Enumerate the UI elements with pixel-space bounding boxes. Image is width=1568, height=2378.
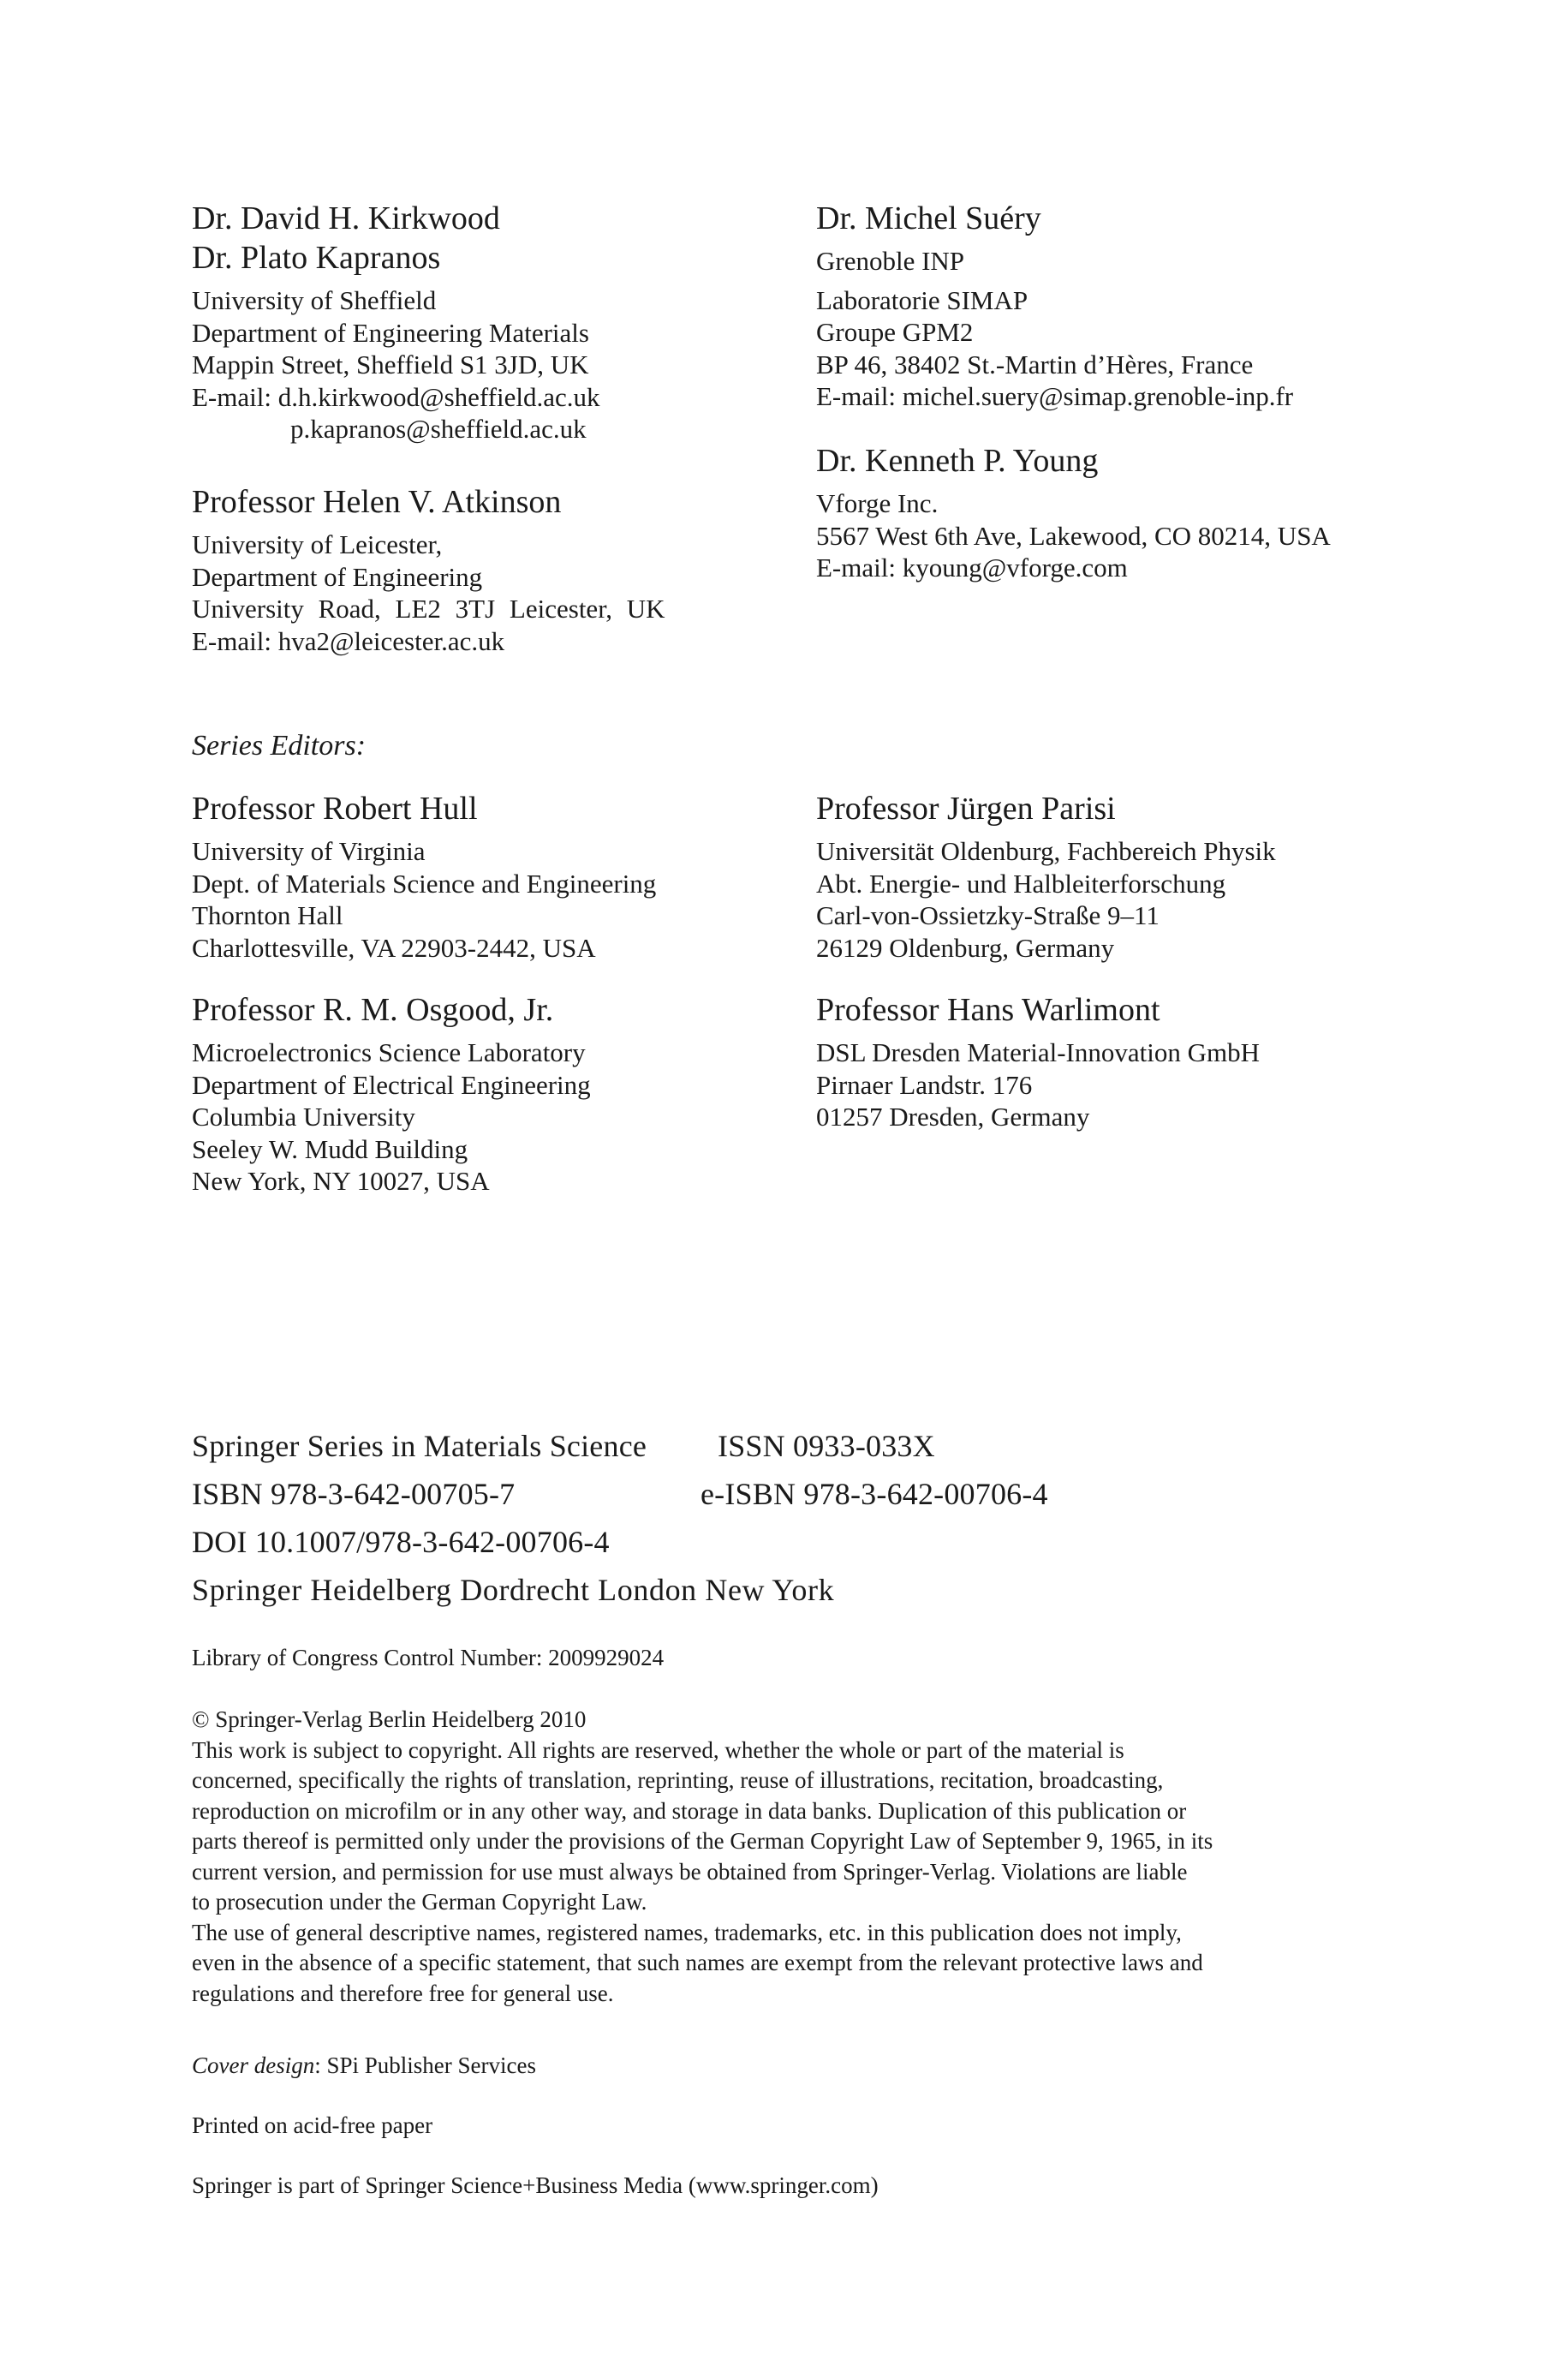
copyright-text-line: to prosecution under the German Copyright Law. [192, 1889, 647, 1915]
address-line: Mappin Street, Sheffield S1 3JD, UK [192, 350, 589, 379]
address-line: Thornton Hall [192, 900, 343, 930]
address-line: Abt. Energie- und Halbleiterforschung [816, 868, 1226, 899]
copyright-text-line: current version, and permission for use must always be obtained from Springer-Verlag. Violations are liable [192, 1858, 1188, 1885]
address-line: Laboratorie SIMAP [816, 284, 1028, 315]
paper-note: Printed on acid-free paper [192, 2112, 433, 2138]
address-line: Microelectronics Science Laboratory [192, 1037, 586, 1067]
address-line: 26129 Oldenburg, Germany [816, 932, 1115, 963]
address-line: Department of Engineering Materials [192, 317, 589, 348]
editor-block-parisi [816, 789, 1276, 964]
address-line: DSL Dresden Material-Innovation GmbH [816, 1037, 1260, 1067]
author-name: Professor Helen V. Atkinson [192, 484, 562, 520]
address-line: Dept. of Materials Science and Engineering [192, 868, 657, 899]
address-line: 5567 West 6th Ave, Lakewood, CO 80214, USA [816, 520, 1331, 551]
email-line: E-mail: michel.suery@simap.grenoble-inp.fr [816, 381, 1294, 411]
email-line: E-mail: d.h.kirkwood@sheffield.ac.uk [192, 381, 600, 412]
address-line: University of Sheffield [192, 285, 437, 315]
copyright-text-line: reproduction on microfilm or in any other way, and storage in data banks. Duplication of this publication or [192, 1797, 1187, 1824]
trademark-text-line: regulations and therefore free for general use. [192, 1980, 614, 2006]
author-block-kirkwood-kapranos [192, 199, 600, 445]
doi: DOI 10.1007/978-3-642-00706-4 [192, 1525, 610, 1559]
publisher-locations: Springer Heidelberg Dordrecht London New York [192, 1573, 835, 1607]
address-line: University of Leicester, [192, 529, 443, 559]
email-line: p.kapranos@sheffield.ac.uk [290, 414, 587, 444]
copyright-text-line: parts thereof is permitted only under the provisions of the German Copyright Law of September 9, 1965, in its [192, 1828, 1213, 1854]
address-line: Carl-von-Ossietzky-Straße 9–11 [816, 900, 1160, 930]
address-line: Grenoble INP [816, 246, 965, 276]
editor-block-hull [192, 789, 656, 964]
cover-design-label: Cover design [192, 2052, 315, 2078]
copyright-notice: © Springer-Verlag Berlin Heidelberg 2010 [192, 1706, 587, 1732]
editor-name: Professor Hans Warlimont [816, 992, 1160, 1028]
library-of-congress-number: Library of Congress Control Number: 2009929024 [192, 1645, 665, 1670]
e-isbn: e-ISBN 978-3-642-00706-4 [701, 1477, 1048, 1511]
copyright-text-line: concerned, specifically the rights of translation, reprinting, reuse of illustrations, recitation, broadcasting, [192, 1767, 1164, 1793]
address-line: University of Virginia [192, 836, 426, 866]
series-editors-label: Series Editors: [192, 730, 367, 762]
address-line: BP 46, 38402 St.-Martin d’Hères, France [816, 349, 1254, 379]
author-name: Dr. David H. Kirkwood [192, 200, 500, 236]
author-block-suery [816, 199, 1293, 413]
address-line: Columbia University [192, 1102, 415, 1132]
editor-name: Professor Robert Hull [192, 791, 478, 827]
author-block-atkinson [192, 482, 665, 657]
issn: ISSN 0933-033X [718, 1429, 935, 1463]
address-line: University Road, LE2 3TJ Leicester, UK [192, 594, 665, 624]
address-line: Pirnaer Landstr. 176 [816, 1069, 1033, 1100]
trademark-text-line: The use of general descriptive names, registered names, trademarks, etc. in this publication does not imply, [192, 1919, 1182, 1945]
editor-block-warlimont [816, 990, 1260, 1133]
editor-name: Professor R. M. Osgood, Jr. [192, 992, 554, 1028]
copyright-text-line: This work is subject to copyright. All rights are reserved, whether the whole or part of the material is [192, 1736, 1124, 1763]
series-title: Springer Series in Materials Science [192, 1429, 647, 1463]
editor-block-osgood [192, 990, 591, 1198]
address-line: Department of Electrical Engineering [192, 1069, 591, 1100]
address-line: New York, NY 10027, USA [192, 1166, 490, 1196]
address-line: 01257 Dresden, Germany [816, 1102, 1090, 1132]
author-name: Dr. Michel Suéry [816, 200, 1041, 236]
address-line: Department of Engineering [192, 561, 483, 592]
email-line: E-mail: hva2@leicester.ac.uk [192, 625, 505, 656]
address-line: Vforge Inc. [816, 488, 939, 518]
editor-name: Professor Jürgen Parisi [816, 791, 1116, 827]
author-name: Dr. Kenneth P. Young [816, 443, 1099, 479]
author-name: Dr. Plato Kapranos [192, 240, 441, 276]
copyright-section [192, 1705, 1391, 2009]
cover-design-credit [192, 2052, 536, 2079]
author-block-young [816, 441, 1331, 584]
isbn: ISBN 978-3-642-00705-7 [192, 1477, 516, 1511]
address-line: Seeley W. Mudd Building [192, 1133, 468, 1164]
address-line: Universität Oldenburg, Fachbereich Physik [816, 836, 1276, 866]
springer-note: Springer is part of Springer Science+Business Media (www.springer.com) [192, 2172, 879, 2198]
trademark-text-line: even in the absence of a specific statement, that such names are exempt from the relevant protective laws and [192, 1950, 1203, 1975]
address-line: Groupe GPM2 [816, 317, 974, 347]
email-line: E-mail: kyoung@vforge.com [816, 553, 1128, 583]
address-line: Charlottesville, VA 22903-2442, USA [192, 932, 596, 963]
cover-design-value: : SPi Publisher Services [314, 2052, 536, 2078]
